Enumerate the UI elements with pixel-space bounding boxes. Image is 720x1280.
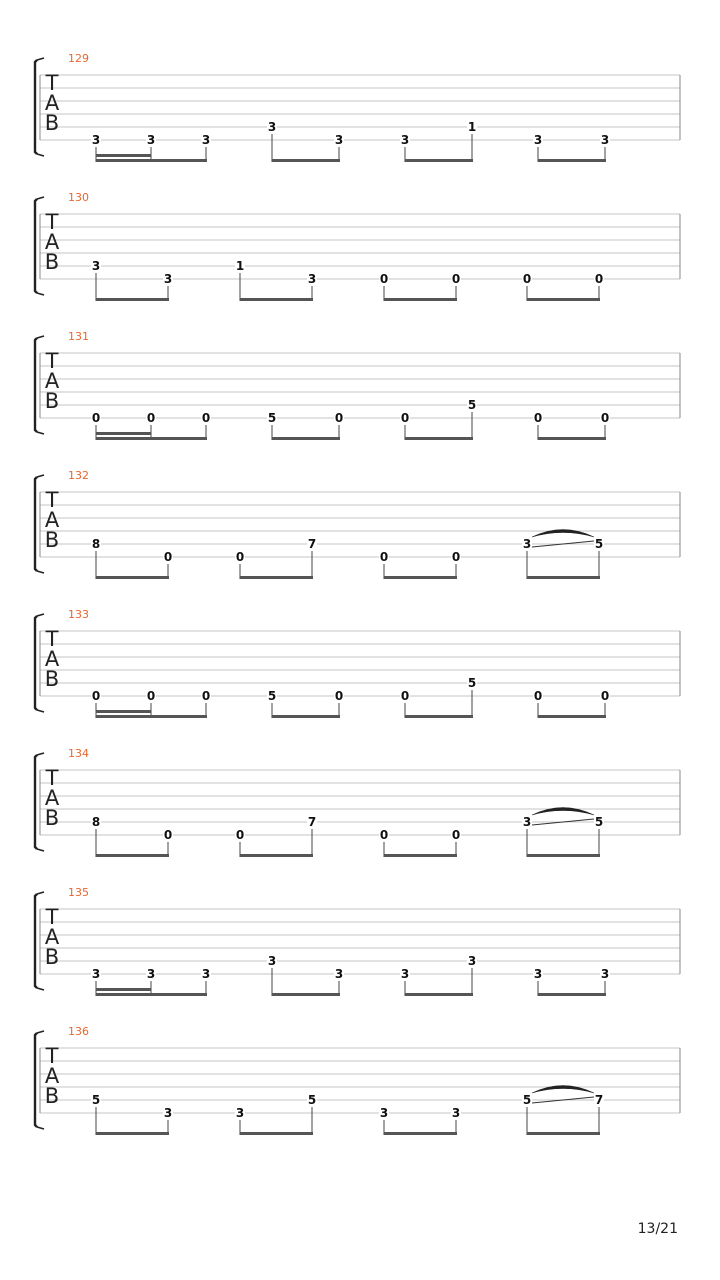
fret-number: 0	[91, 689, 101, 703]
fret-number: 0	[163, 828, 173, 842]
fret-number: 0	[235, 828, 245, 842]
fret-number: 0	[533, 689, 543, 703]
fret-number: 0	[600, 411, 610, 425]
system-bracket	[35, 199, 37, 293]
beam	[527, 576, 600, 579]
tab-letter: B	[44, 1084, 60, 1108]
beam	[272, 437, 340, 440]
fret-number: 3	[163, 1106, 173, 1120]
fret-number: 0	[235, 550, 245, 564]
beam	[384, 576, 457, 579]
tab-letter: T	[45, 766, 59, 790]
bracket-hook-top	[37, 1031, 44, 1033]
bracket-hook-top	[37, 58, 44, 60]
bracket-hook-bottom	[37, 571, 44, 573]
fret-number: 0	[451, 550, 461, 564]
bracket-hook-top	[37, 614, 44, 616]
measure-number: 133	[68, 608, 89, 621]
beam	[272, 993, 340, 996]
fret-number: 0	[334, 689, 344, 703]
bracket-hook-bottom	[37, 988, 44, 990]
system-bracket	[35, 894, 37, 988]
tab-letter: B	[44, 945, 60, 969]
tab-letter: T	[45, 71, 59, 95]
fret-number: 5	[594, 815, 604, 829]
tab-letter: A	[44, 230, 60, 254]
beam	[240, 576, 313, 579]
fret-number: 3	[533, 133, 543, 147]
measure-number: 131	[68, 330, 89, 343]
fret-number: 3	[235, 1106, 245, 1120]
fret-number: 3	[334, 133, 344, 147]
bracket-hook-bottom	[37, 432, 44, 434]
beam	[96, 437, 207, 440]
fret-number: 5	[522, 1093, 532, 1107]
tab-letter: A	[44, 369, 60, 393]
fret-number: 3	[400, 967, 410, 981]
fret-number: 3	[600, 967, 610, 981]
bracket-hook-bottom	[37, 1127, 44, 1129]
fret-number: 3	[267, 954, 277, 968]
measure-number: 134	[68, 747, 89, 760]
system-bracket	[35, 338, 37, 432]
beam	[96, 576, 169, 579]
beam	[405, 437, 473, 440]
fret-number: 0	[146, 411, 156, 425]
fret-number: 3	[533, 967, 543, 981]
beam	[538, 715, 606, 718]
fret-number: 3	[146, 967, 156, 981]
tab-letter: T	[45, 1044, 59, 1068]
secondary-beam	[96, 988, 151, 991]
fret-number: 0	[400, 411, 410, 425]
fret-number: 3	[467, 954, 477, 968]
fret-number: 5	[91, 1093, 101, 1107]
fret-number: 5	[267, 411, 277, 425]
fret-number: 5	[307, 1093, 317, 1107]
system-bracket	[35, 755, 37, 849]
fret-number: 0	[379, 828, 389, 842]
beam	[96, 1132, 169, 1135]
fret-number: 8	[91, 537, 101, 551]
beam	[527, 1132, 600, 1135]
fret-number: 3	[91, 967, 101, 981]
fret-number: 0	[522, 272, 532, 286]
tab-system-130	[35, 191, 680, 301]
beam	[240, 854, 313, 857]
system-bracket	[35, 616, 37, 710]
beam	[96, 993, 207, 996]
fret-number: 0	[91, 411, 101, 425]
fret-number: 5	[467, 676, 477, 690]
fret-number: 3	[267, 120, 277, 134]
fret-number: 0	[400, 689, 410, 703]
beam	[240, 298, 313, 301]
fret-number: 1	[235, 259, 245, 273]
fret-number: 0	[533, 411, 543, 425]
beam	[96, 159, 207, 162]
bracket-hook-bottom	[37, 293, 44, 295]
beam	[96, 715, 207, 718]
fret-number: 8	[91, 815, 101, 829]
fret-number: 1	[467, 120, 477, 134]
tab-system-129	[35, 52, 680, 162]
fret-number: 0	[201, 689, 211, 703]
tab-letter: B	[44, 111, 60, 135]
fret-number: 3	[400, 133, 410, 147]
tab-letter: B	[44, 667, 60, 691]
tab-letter: A	[44, 508, 60, 532]
tab-system-131	[35, 330, 680, 440]
bracket-hook-top	[37, 753, 44, 755]
secondary-beam	[96, 432, 151, 435]
fret-number: 3	[146, 133, 156, 147]
bracket-hook-top	[37, 197, 44, 199]
beam	[96, 298, 169, 301]
tab-system-132	[35, 469, 680, 579]
tab-letter: B	[44, 806, 60, 830]
fret-number: 3	[201, 133, 211, 147]
fret-number: 0	[379, 550, 389, 564]
fret-number: 3	[522, 815, 532, 829]
fret-number: 3	[379, 1106, 389, 1120]
tab-letter: A	[44, 1064, 60, 1088]
tab-letter: A	[44, 786, 60, 810]
fret-number: 0	[600, 689, 610, 703]
tab-letter: T	[45, 627, 59, 651]
fret-number: 3	[600, 133, 610, 147]
tab-letter: B	[44, 389, 60, 413]
fret-number: 3	[307, 272, 317, 286]
system-bracket	[35, 1033, 37, 1127]
fret-number: 5	[594, 537, 604, 551]
tab-letter: A	[44, 91, 60, 115]
beam	[538, 437, 606, 440]
measure-number: 130	[68, 191, 89, 204]
fret-number: 0	[146, 689, 156, 703]
fret-number: 3	[91, 259, 101, 273]
tab-system-136	[35, 1025, 680, 1135]
beam	[384, 1132, 457, 1135]
measure-number: 129	[68, 52, 89, 65]
tab-system-134	[35, 747, 680, 857]
bracket-hook-top	[37, 475, 44, 477]
secondary-beam	[96, 710, 151, 713]
bracket-hook-bottom	[37, 710, 44, 712]
fret-number: 3	[91, 133, 101, 147]
bracket-hook-bottom	[37, 849, 44, 851]
beam	[384, 854, 457, 857]
tab-letter: B	[44, 528, 60, 552]
tab-letter: T	[45, 349, 59, 373]
measure-number: 132	[68, 469, 89, 482]
beam	[405, 993, 473, 996]
beam	[405, 159, 473, 162]
fret-number: 0	[451, 828, 461, 842]
measure-number: 136	[68, 1025, 89, 1038]
fret-number: 3	[522, 537, 532, 551]
tab-letter: T	[45, 488, 59, 512]
fret-number: 0	[451, 272, 461, 286]
fret-number: 0	[379, 272, 389, 286]
fret-number: 0	[334, 411, 344, 425]
fret-number: 7	[307, 537, 317, 551]
beam	[272, 159, 340, 162]
bracket-hook-bottom	[37, 154, 44, 156]
beam	[240, 1132, 313, 1135]
secondary-beam	[96, 154, 151, 157]
fret-number: 7	[307, 815, 317, 829]
fret-number: 0	[201, 411, 211, 425]
bracket-hook-top	[37, 336, 44, 338]
beam	[96, 854, 169, 857]
fret-number: 3	[451, 1106, 461, 1120]
beam	[527, 298, 600, 301]
fret-number: 5	[267, 689, 277, 703]
fret-number: 3	[201, 967, 211, 981]
tab-system-133	[35, 608, 680, 718]
fret-number: 3	[163, 272, 173, 286]
fret-number: 0	[163, 550, 173, 564]
beam	[538, 159, 606, 162]
beam	[384, 298, 457, 301]
tab-letter: A	[44, 925, 60, 949]
beam	[272, 715, 340, 718]
tab-letter: B	[44, 250, 60, 274]
fret-number: 0	[594, 272, 604, 286]
system-bracket	[35, 60, 37, 154]
tab-letter: T	[45, 905, 59, 929]
fret-number: 5	[467, 398, 477, 412]
bracket-hook-top	[37, 892, 44, 894]
measure-number: 135	[68, 886, 89, 899]
tab-system-135	[35, 886, 680, 996]
tab-letter: A	[44, 647, 60, 671]
fret-number: 3	[334, 967, 344, 981]
page-number: 13/21	[637, 1221, 678, 1237]
beam	[527, 854, 600, 857]
beam	[538, 993, 606, 996]
tab-letter: T	[45, 210, 59, 234]
system-bracket	[35, 477, 37, 571]
fret-number: 7	[594, 1093, 604, 1107]
beam	[405, 715, 473, 718]
